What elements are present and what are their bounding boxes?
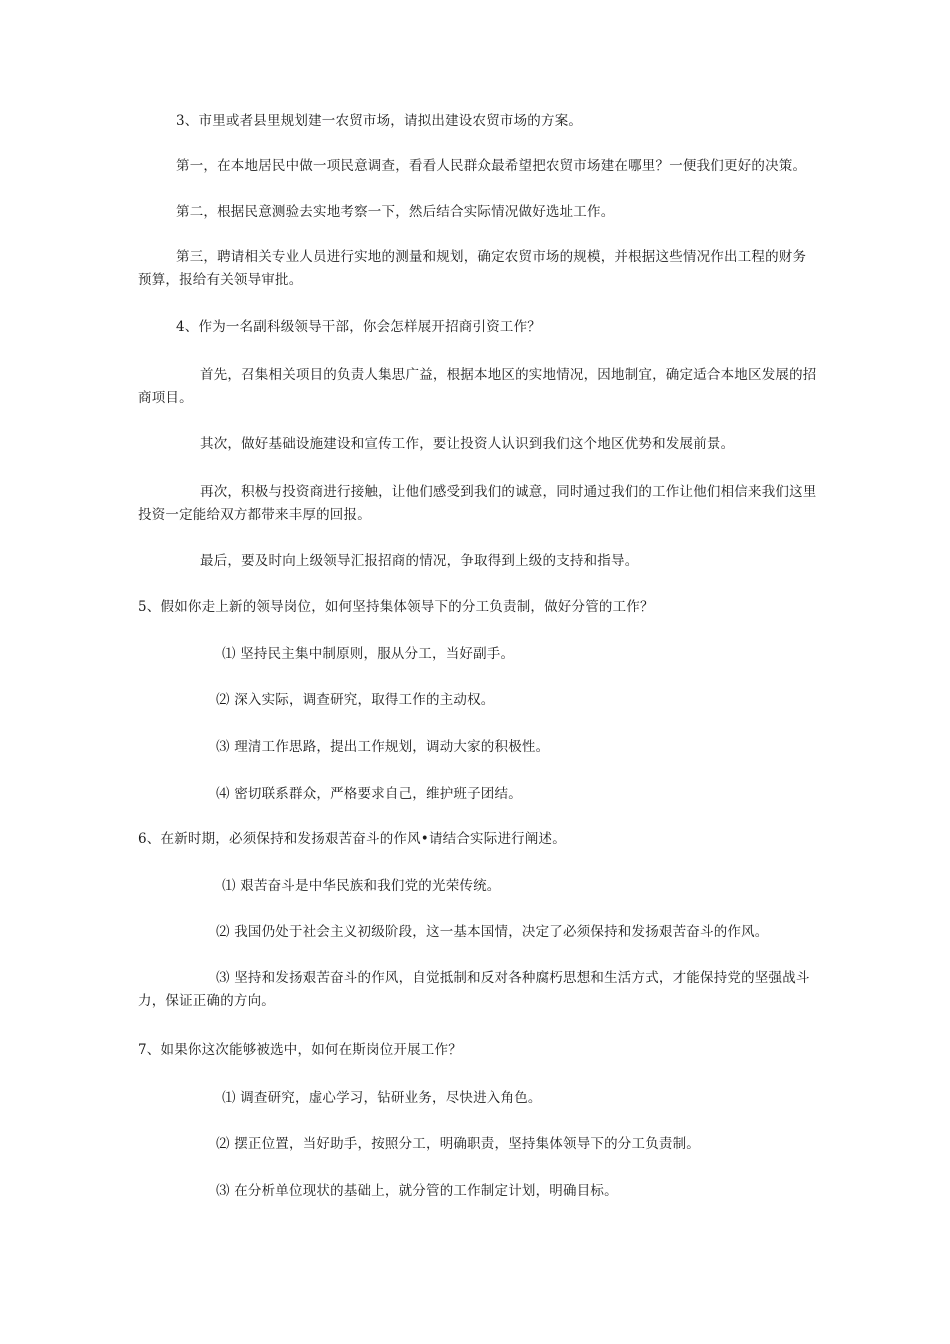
answer-paragraph: 再次，积极与投资商进行接触，让他们感受到我们的诚意，同时通过我们的工作让他们相信来我们这里投资一定能给双方都带来丰厚的回报。 [138, 484, 817, 523]
list-item: ⑴ 艰苦奋斗是中华民族和我们党的光荣传统。 [222, 878, 501, 894]
question-5: 5、假如你走上新的领导岗位，如何坚持集体领导下的分工负责制，做好分管的工作？ [138, 599, 654, 615]
answer-paragraph: 最后，要及时向上级领导汇报招商的情况，争取得到上级的支持和指导。 [200, 553, 639, 569]
list-item: ⑶ 在分析单位现状的基础上，就分管的工作制定计划，明确目标。 [216, 1183, 618, 1199]
answer-paragraph: 其次，做好基础设施建设和宣传工作，要让投资人认识到我们这个地区优势和发展前景。 [200, 436, 735, 452]
question-4: 4、作为一名副科级领导干部，你会怎样展开招商引资工作？ [176, 319, 541, 335]
list-item: ⑷ 密切联系群众，严格要求自己，维护班子团结。 [216, 786, 522, 802]
list-item: ⑵ 深入实际，调查研究，取得工作的主动权。 [216, 692, 495, 708]
list-item: ⑴ 调查研究，虚心学习，钻研业务，尽快进入角色。 [222, 1090, 542, 1106]
answer-paragraph: 第一，在本地居民中做一项民意调查，看看人民群众最希望把农贸市场建在哪里？一便我们更好的决策。 [176, 158, 807, 174]
list-item: ⑵ 摆正位置，当好助手，按照分工，明确职责，坚持集体领导下的分工负责制。 [216, 1136, 700, 1152]
answer-paragraph: 第三，聘请相关专业人员进行实地的测量和规划，确定农贸市场的规模，并根据这些情况作出工程的财务预算，报给有关领导审批。 [138, 249, 807, 288]
answer-paragraph: 首先，召集相关项目的负责人集思广益，根据本地区的实地情况，因地制宜，确定适合本地区发展的招商项目。 [138, 367, 817, 406]
answer-paragraph: 第二，根据民意测验去实地考察一下，然后结合实际情况做好选址工作。 [176, 204, 615, 220]
question-7: 7、如果你这次能够被选中，如何在斯岗位开展工作？ [138, 1042, 462, 1058]
question-3: 3、市里或者县里规划建一农贸市场，请拟出建设农贸市场的方案。 [176, 113, 583, 129]
list-item: ⑶ 理清工作思路，提出工作规划，调动大家的积极性。 [216, 739, 550, 755]
list-item: ⑶ 坚持和发扬艰苦奋斗的作风，自觉抵制和反对各种腐朽思想和生活方式，才能保持党的坚强战斗力，保证正确的方向。 [138, 970, 810, 1009]
question-6: 6、在新时期，必须保持和发扬艰苦奋斗的作风•请结合实际进行阐述。 [138, 831, 566, 847]
list-item: ⑵ 我国仍处于社会主义初级阶段，这一基本国情，决定了必须保持和发扬艰苦奋斗的作风。 [216, 924, 769, 940]
list-item: ⑴ 坚持民主集中制原则，服从分工，当好副手。 [222, 646, 515, 662]
